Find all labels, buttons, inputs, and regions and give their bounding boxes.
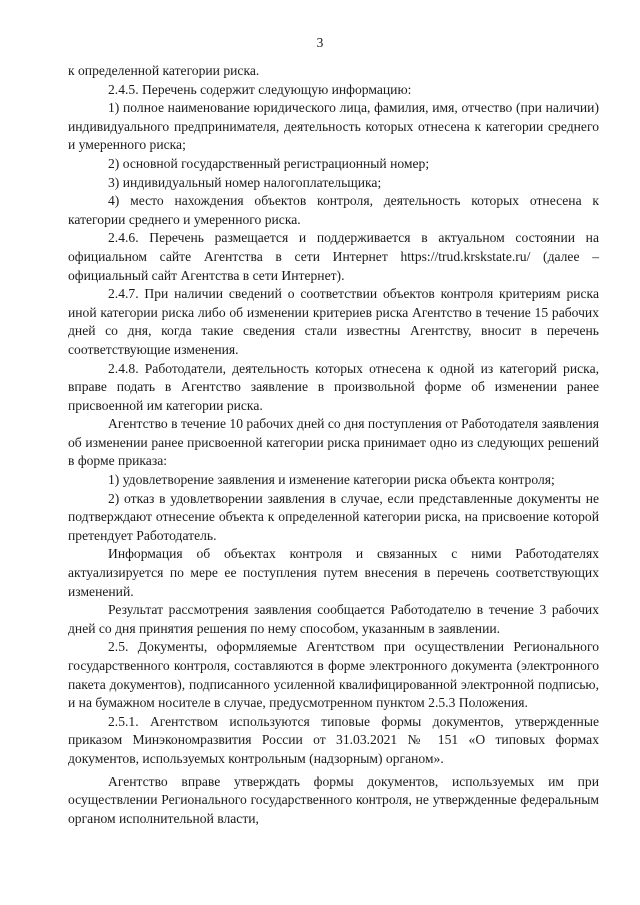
- page-number: 3: [316, 35, 324, 50]
- paragraph-2-4-6: 2.4.6. Перечень размещается и поддерживается в актуальном состоянии на официальном сайте Агентства в сети Интернет https://trud.krskstate.ru/ (далее – официальный сайт Агентства в сети Интернет).: [68, 230, 599, 283]
- decision-item-1: 1) удовлетворение заявления и изменение категории риска объекта контроля;: [108, 472, 555, 488]
- list-item-4: 4) место нахождения объектов контроля, деятельность которых отнесена к категории среднего и умеренного риска.: [68, 193, 599, 227]
- document-body: [68, 62, 599, 828]
- paragraph-forms: Агентство вправе утверждать формы документов, используемых им при осуществлении Регионального государственного контроля, не утвержденные федеральным органом исполнительной власти,: [68, 773, 599, 826]
- paragraph-2-4-5: 2.4.5. Перечень содержит следующую информацию:: [108, 81, 412, 97]
- decision-item-2: 2) отказ в удовлетворении заявления в случае, если представленные документы не подтверждают отнесение объекта к определенной категории риска, на присвоение которой претендует Работодатель.: [68, 490, 599, 543]
- paragraph-continuation: к определенной категории риска.: [68, 63, 260, 78]
- paragraph-2-4-8: 2.4.8. Работодатели, деятельность которых отнесена к одной из категорий риска, вправе подать в Агентство заявление в произвольной форме об изменении ранее присвоенной им категории риска.: [68, 360, 599, 413]
- paragraph-2-4-7: 2.4.7. При наличии сведений о соответствии объектов контроля критериям риска иной категории риска либо об изменении критериев риска Агентство в течение 15 рабочих дней со дня, когда такие сведения стали известны Агентству, вносит в перечень соответствующие изменения.: [68, 286, 599, 357]
- paragraph-2-5-1: 2.5.1. Агентством используются типовые формы документов, утвержденные приказом Минэкономразвития России от 31.03.2021 № 151 «О типовых формах документов, используемых контрольным (надзорным) органом».: [68, 713, 599, 766]
- list-item-1: 1) полное наименование юридического лица, фамилия, имя, отчество (при наличии) индивидуального предпринимателя, деятельность которых отнесена к категории среднего и умеренного риска;: [68, 100, 599, 153]
- paragraph-information: Информация об объектах контроля и связанных с ними Работодателях актуализируется по мере ее поступления путем внесения в перечень соответствующих изменений.: [68, 546, 599, 599]
- list-item-2: 2) основной государственный регистрационный номер;: [108, 155, 430, 171]
- list-item-3: 3) индивидуальный номер налогоплательщика;: [108, 174, 382, 190]
- paragraph-2-5: 2.5. Документы, оформляемые Агентством при осуществлении Регионального государственного контроля, составляются в форме электронного документа (электронного пакета документов), подписанного усиленной квалифицированной электронной подписью, и на бумажном носителе в случае, предусмотренном пунктом 2.5.3 Положения.: [68, 639, 599, 711]
- paragraph-result: Результат рассмотрения заявления сообщается Работодателю в течение 3 рабочих дней со дня принятия решения по нему способом, указанным в заявлении.: [68, 602, 599, 636]
- paragraph-decision: Агентство в течение 10 рабочих дней со дня поступления от Работодателя заявления об изменении ранее присвоенной категории риска принимает одно из следующих решений в форме приказа:: [68, 416, 599, 469]
